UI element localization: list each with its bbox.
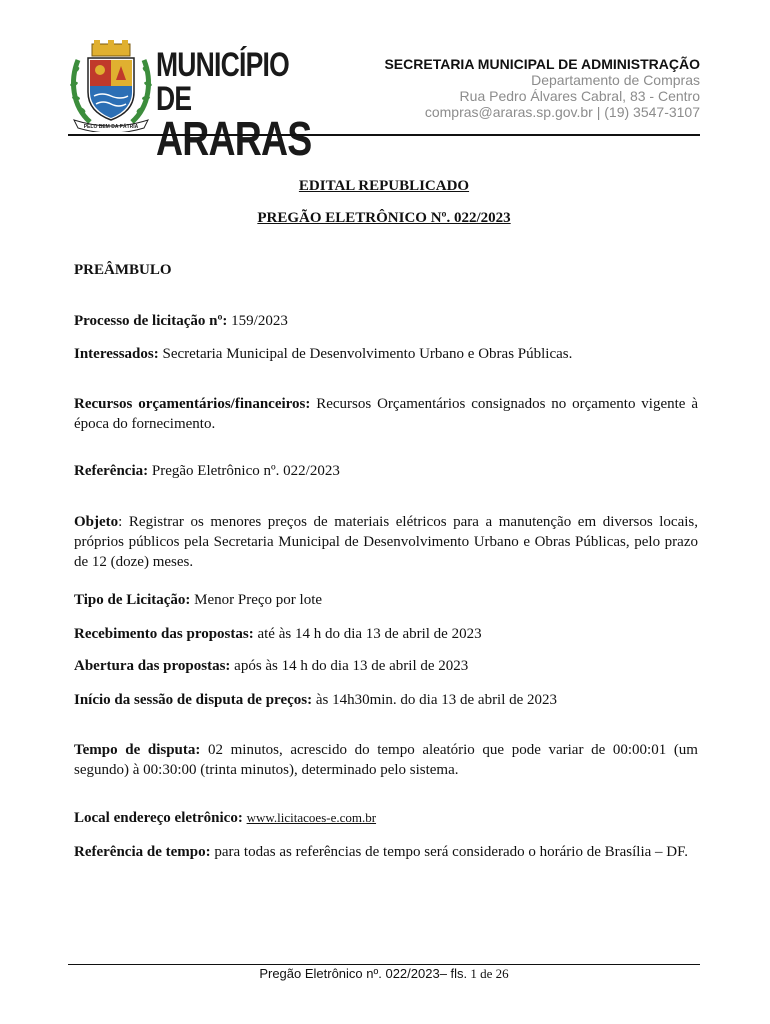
tipo-value: Menor Preço por lote: [190, 592, 323, 608]
preambulo-label: PREÂMBULO: [74, 262, 172, 278]
letterhead: [68, 36, 700, 166]
recursos-line: [74, 394, 698, 434]
referencia-value: Pregão Eletrônico nº. 022/2023: [148, 463, 340, 479]
referencia-line: [74, 461, 698, 481]
abertura-label: Abertura das propostas:: [74, 658, 231, 674]
recebimento-line: [74, 624, 698, 644]
tempo-value: 02 minutos, acrescido do tempo aleatório que pode variar de 00:00:01 (um segundo) à 00:30:00 (trinta minutos), determinado pelo sistema.: [74, 742, 698, 778]
header-divider: [68, 134, 700, 136]
tipo-line: [74, 590, 698, 610]
recebimento-value: até às 14 h do dia 13 de abril de 2023: [253, 626, 482, 642]
recebimento-label: Recebimento das propostas:: [74, 626, 254, 642]
processo-line: [74, 311, 698, 331]
interessados-value: Secretaria Municipal de Desenvolvimento Urbano e Obras Públicas.: [158, 346, 573, 362]
logo-wordmark: [156, 48, 355, 164]
inicio-value: às 14h30min. do dia 13 de abril de 2023: [312, 692, 558, 708]
logo-line-2: ARARAS: [156, 113, 312, 166]
reftempo-value: para todas as referências de tempo será considerado o horário de Brasília – DF.: [210, 844, 688, 860]
local-line: [74, 808, 698, 828]
preambulo-heading: [74, 260, 698, 280]
logo-line-1: MUNICÍPIO DE: [156, 46, 289, 118]
reftempo-label: Referência de tempo:: [74, 844, 211, 860]
licitacoes-link[interactable]: www.licitacoes-e.com.br: [246, 810, 377, 825]
referencia-label: Referência:: [74, 463, 149, 479]
abertura-value: após às 14 h do dia 13 de abril de 2023: [230, 658, 469, 674]
department-address: Rua Pedro Álvares Cabral, 83 - Centro: [459, 88, 700, 104]
coat-of-arms-icon: [68, 40, 154, 132]
processo-label: Processo de licitação nº:: [74, 313, 228, 329]
inicio-line: [74, 690, 698, 710]
processo-value: 159/2023: [227, 313, 288, 329]
department-info: [384, 56, 700, 120]
reftempo-line: [74, 842, 698, 862]
municipality-logo: [68, 40, 338, 166]
department-title: SECRETARIA MUNICIPAL DE ADMINISTRAÇÃO: [384, 56, 700, 72]
inicio-label: Início da sessão de disputa de preços:: [74, 692, 313, 708]
tipo-label: Tipo de Licitação:: [74, 592, 191, 608]
recursos-value: Recursos Orçamentários consignados no orçamento vigente à época do fornecimento.: [74, 396, 698, 432]
document-subtitle: PREGÃO ELETRÔNICO Nº. 022/2023: [257, 210, 511, 226]
objeto-line: [74, 512, 698, 572]
interessados-label: Interessados:: [74, 346, 159, 362]
footer-divider: [68, 964, 700, 965]
tempo-label: Tempo de disputa:: [74, 742, 201, 758]
abertura-line: [74, 656, 698, 676]
interessados-line: [74, 344, 698, 364]
tempo-line: [74, 740, 698, 780]
local-label: Local endereço eletrônico:: [74, 810, 243, 826]
department-contact: compras@araras.sp.gov.br | (19) 3547-3107: [424, 104, 700, 120]
objeto-label: Objeto: [74, 514, 119, 530]
page-number: 1 de 26: [467, 966, 509, 981]
department-name: Departamento de Compras: [531, 72, 700, 88]
recursos-label: Recursos orçamentários/financeiros:: [74, 396, 311, 412]
svg-text:PELO BEM DA PÁTRIA: PELO BEM DA PÁTRIA: [83, 124, 139, 130]
page-footer: [68, 966, 700, 982]
document-title: EDITAL REPUBLICADO: [298, 178, 470, 194]
footer-text: Pregão Eletrônico nº. 022/2023– fls.: [259, 966, 468, 981]
objeto-value: : Registrar os menores preços de materiais elétricos para a manutenção em diversos locais, próprios públicos pela Secretaria Municipal de Desenvolvimento Urbano e Obras Públicas, pelo prazo de 12 (doze) meses.: [74, 514, 698, 570]
